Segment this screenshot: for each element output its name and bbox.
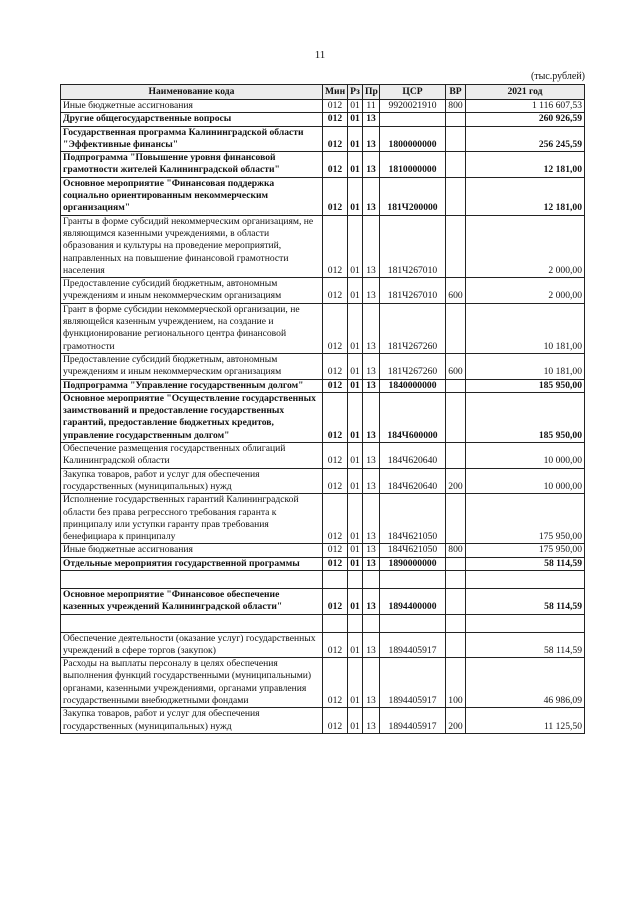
- table-row: [61, 570, 585, 588]
- row-sum: 11 125,50: [466, 708, 585, 734]
- row-name: Исполнение государственных гарантий Калининградской области без права регрессного требования гаранта к принципалу или уступки гаранту прав требования бенефициара к принципалу: [61, 494, 323, 544]
- row-name: Обеспечение деятельности (оказание услуг) государственных учреждений в сфере торгов (закупок): [61, 632, 323, 658]
- header-year: 2021 год: [466, 85, 585, 100]
- row-sum: [466, 614, 585, 632]
- row-pr: 13: [363, 215, 380, 277]
- row-min: 012: [323, 113, 348, 126]
- row-csr: 181Ч200000: [380, 177, 446, 215]
- row-vr: 600: [446, 353, 466, 379]
- row-sum: 58 114,59: [466, 632, 585, 658]
- row-rz: 01: [348, 588, 363, 614]
- row-sum: 58 114,59: [466, 557, 585, 570]
- row-csr: 1894405917: [380, 658, 446, 708]
- row-name: Отдельные мероприятия государственной программы: [61, 557, 323, 570]
- row-pr: [363, 614, 380, 632]
- row-vr: [446, 152, 466, 178]
- row-name: Закупка товаров, работ и услуг для обеспечения государственных (муниципальных) нужд: [61, 708, 323, 734]
- row-min: 012: [323, 215, 348, 277]
- row-pr: 13: [363, 588, 380, 614]
- row-name: Подпрограмма "Повышение уровня финансовой грамотности жителей Калининградской области": [61, 152, 323, 178]
- row-vr: [446, 443, 466, 469]
- table-row: [61, 379, 585, 392]
- row-pr: 13: [363, 392, 380, 442]
- row-csr: 1810000000: [380, 152, 446, 178]
- table-row: [61, 353, 585, 379]
- header-pr: Пр: [363, 85, 380, 100]
- row-min: 012: [323, 443, 348, 469]
- row-name: Иные бюджетные ассигнования: [61, 100, 323, 113]
- header-min: Мин: [323, 85, 348, 100]
- row-pr: 13: [363, 177, 380, 215]
- row-rz: 01: [348, 632, 363, 658]
- row-sum: 10 181,00: [466, 353, 585, 379]
- table-row: [61, 303, 585, 353]
- table-row: [61, 177, 585, 215]
- row-vr: [446, 570, 466, 588]
- row-name: Расходы на выплаты персоналу в целях обеспечения выполнения функций государственными (муниципальными) органами, казенными учреждениями, органами управления государственными внебюджетными фондами: [61, 658, 323, 708]
- row-pr: 13: [363, 544, 380, 557]
- row-vr: [446, 494, 466, 544]
- table-row: [61, 557, 585, 570]
- row-sum: 10 000,00: [466, 443, 585, 469]
- header-csr: ЦСР: [380, 85, 446, 100]
- row-csr: [380, 570, 446, 588]
- row-csr: 184Ч600000: [380, 392, 446, 442]
- row-name: Обеспечение размещения государственных облигаций Калининградской области: [61, 443, 323, 469]
- row-vr: [446, 303, 466, 353]
- row-name: Иные бюджетные ассигнования: [61, 544, 323, 557]
- table-row: [61, 215, 585, 277]
- row-rz: 01: [348, 494, 363, 544]
- table-row: [61, 113, 585, 126]
- row-pr: 13: [363, 278, 380, 304]
- row-csr: 184Ч620640: [380, 443, 446, 469]
- row-sum: 175 950,00: [466, 544, 585, 557]
- row-sum: 58 114,59: [466, 588, 585, 614]
- row-csr: 1894405917: [380, 708, 446, 734]
- row-rz: 01: [348, 215, 363, 277]
- table-row: [61, 614, 585, 632]
- row-min: 012: [323, 177, 348, 215]
- row-rz: 01: [348, 126, 363, 152]
- row-rz: 01: [348, 113, 363, 126]
- row-pr: 13: [363, 658, 380, 708]
- row-pr: 13: [363, 113, 380, 126]
- row-rz: 01: [348, 708, 363, 734]
- row-rz: 01: [348, 303, 363, 353]
- row-name: Закупка товаров, работ и услуг для обеспечения государственных (муниципальных) нужд: [61, 468, 323, 494]
- row-min: 012: [323, 126, 348, 152]
- row-sum: 10 000,00: [466, 468, 585, 494]
- row-name: Подпрограмма "Управление государственным долгом": [61, 379, 323, 392]
- table-row: [61, 632, 585, 658]
- row-vr: 200: [446, 468, 466, 494]
- row-sum: 2 000,00: [466, 278, 585, 304]
- row-rz: 01: [348, 544, 363, 557]
- row-rz: 01: [348, 468, 363, 494]
- row-sum: 185 950,00: [466, 379, 585, 392]
- row-vr: 100: [446, 658, 466, 708]
- row-rz: [348, 614, 363, 632]
- row-csr: 181Ч267260: [380, 303, 446, 353]
- row-min: 012: [323, 708, 348, 734]
- row-pr: 13: [363, 126, 380, 152]
- row-min: [323, 570, 348, 588]
- header-name: Наименование кода: [61, 85, 323, 100]
- table-row: [61, 392, 585, 442]
- row-min: 012: [323, 632, 348, 658]
- row-rz: 01: [348, 379, 363, 392]
- row-vr: [446, 126, 466, 152]
- row-pr: 13: [363, 468, 380, 494]
- row-min: [323, 614, 348, 632]
- table-row: [61, 468, 585, 494]
- row-min: 012: [323, 588, 348, 614]
- row-vr: [446, 557, 466, 570]
- row-pr: 13: [363, 303, 380, 353]
- row-rz: 01: [348, 392, 363, 442]
- row-pr: 13: [363, 494, 380, 544]
- row-csr: [380, 614, 446, 632]
- row-name: [61, 570, 323, 588]
- row-csr: 181Ч267260: [380, 353, 446, 379]
- row-pr: 13: [363, 708, 380, 734]
- row-sum: 12 181,00: [466, 177, 585, 215]
- row-vr: [446, 632, 466, 658]
- page-number: 11: [314, 49, 326, 61]
- budget-table: [60, 84, 585, 734]
- row-name: Предоставление субсидий бюджетным, автономным учреждениям и иным некоммерческим организациям: [61, 278, 323, 304]
- table-row: [61, 278, 585, 304]
- row-name: Основное мероприятие "Финансовое обеспечение казенных учреждений Калининградской области": [61, 588, 323, 614]
- row-csr: 184Ч621050: [380, 494, 446, 544]
- row-min: 012: [323, 353, 348, 379]
- row-sum: 175 950,00: [466, 494, 585, 544]
- row-csr: 1894405917: [380, 632, 446, 658]
- row-vr: [446, 215, 466, 277]
- table-row: [61, 708, 585, 734]
- row-vr: [446, 379, 466, 392]
- row-vr: [446, 392, 466, 442]
- row-rz: 01: [348, 443, 363, 469]
- row-rz: 01: [348, 658, 363, 708]
- row-sum: 1 116 607,53: [466, 100, 585, 113]
- row-min: 012: [323, 392, 348, 442]
- row-csr: 181Ч267010: [380, 278, 446, 304]
- header-vr: ВР: [446, 85, 466, 100]
- units-label: (тыс.рублей): [530, 71, 585, 82]
- table-row: [61, 494, 585, 544]
- row-name: Предоставление субсидий бюджетным, автономным учреждениям и иным некоммерческим организациям: [61, 353, 323, 379]
- row-pr: 11: [363, 100, 380, 113]
- table-row: [61, 126, 585, 152]
- row-min: 012: [323, 379, 348, 392]
- row-sum: 256 245,59: [466, 126, 585, 152]
- row-pr: 13: [363, 379, 380, 392]
- row-name: [61, 614, 323, 632]
- row-csr: [380, 113, 446, 126]
- row-rz: 01: [348, 353, 363, 379]
- row-min: 012: [323, 278, 348, 304]
- row-min: 012: [323, 468, 348, 494]
- row-name: Основное мероприятие "Финансовая поддержка социально ориентированным некоммерческим организациям": [61, 177, 323, 215]
- row-min: 012: [323, 494, 348, 544]
- row-min: 012: [323, 100, 348, 113]
- row-sum: [466, 570, 585, 588]
- row-vr: [446, 177, 466, 215]
- row-pr: 13: [363, 353, 380, 379]
- row-csr: 1894400000: [380, 588, 446, 614]
- row-sum: 46 986,09: [466, 658, 585, 708]
- row-min: 012: [323, 658, 348, 708]
- row-csr: 9920021910: [380, 100, 446, 113]
- row-sum: 10 181,00: [466, 303, 585, 353]
- table-row: [61, 152, 585, 178]
- row-name: Гранты в форме субсидий некоммерческим организациям, не являющимся казенными учреждениями, в области образования и культуры на проведение мероприятий, направленных на повышение финансовой грамотности населения: [61, 215, 323, 277]
- table-row: [61, 443, 585, 469]
- row-rz: 01: [348, 557, 363, 570]
- row-min: 012: [323, 557, 348, 570]
- row-sum: 260 926,59: [466, 113, 585, 126]
- row-csr: 184Ч620640: [380, 468, 446, 494]
- table-row: [61, 658, 585, 708]
- row-csr: 184Ч621050: [380, 544, 446, 557]
- table-row: [61, 100, 585, 113]
- row-vr: [446, 113, 466, 126]
- row-csr: 1800000000: [380, 126, 446, 152]
- row-vr: 600: [446, 278, 466, 304]
- table-header-row: [61, 85, 585, 100]
- table-row: [61, 544, 585, 557]
- row-rz: 01: [348, 100, 363, 113]
- row-rz: 01: [348, 152, 363, 178]
- row-csr: 1840000000: [380, 379, 446, 392]
- row-sum: 185 950,00: [466, 392, 585, 442]
- row-rz: 01: [348, 278, 363, 304]
- row-pr: 13: [363, 443, 380, 469]
- row-sum: 12 181,00: [466, 152, 585, 178]
- row-name: Основное мероприятие "Осуществление государственных заимствований и предоставление государственных гарантий, предоставление бюджетных кредитов, управление государственным долгом": [61, 392, 323, 442]
- row-rz: 01: [348, 177, 363, 215]
- row-vr: [446, 588, 466, 614]
- row-name: Государственная программа Калининградской области "Эффективные финансы": [61, 126, 323, 152]
- row-name: Другие общегосударственные вопросы: [61, 113, 323, 126]
- row-vr: [446, 614, 466, 632]
- row-rz: [348, 570, 363, 588]
- row-min: 012: [323, 544, 348, 557]
- row-pr: [363, 570, 380, 588]
- row-vr: 800: [446, 544, 466, 557]
- table-row: [61, 588, 585, 614]
- table-body: [61, 100, 585, 734]
- row-name: Грант в форме субсидии некоммерческой организации, не являющейся казенным учреждением, на создание и функционирование регионального центра финансовой грамотности: [61, 303, 323, 353]
- row-sum: 2 000,00: [466, 215, 585, 277]
- row-min: 012: [323, 303, 348, 353]
- header-rz: Рз: [348, 85, 363, 100]
- row-pr: 13: [363, 632, 380, 658]
- row-csr: 181Ч267010: [380, 215, 446, 277]
- row-vr: 200: [446, 708, 466, 734]
- row-pr: 13: [363, 557, 380, 570]
- row-vr: 800: [446, 100, 466, 113]
- row-csr: 1890000000: [380, 557, 446, 570]
- row-min: 012: [323, 152, 348, 178]
- row-pr: 13: [363, 152, 380, 178]
